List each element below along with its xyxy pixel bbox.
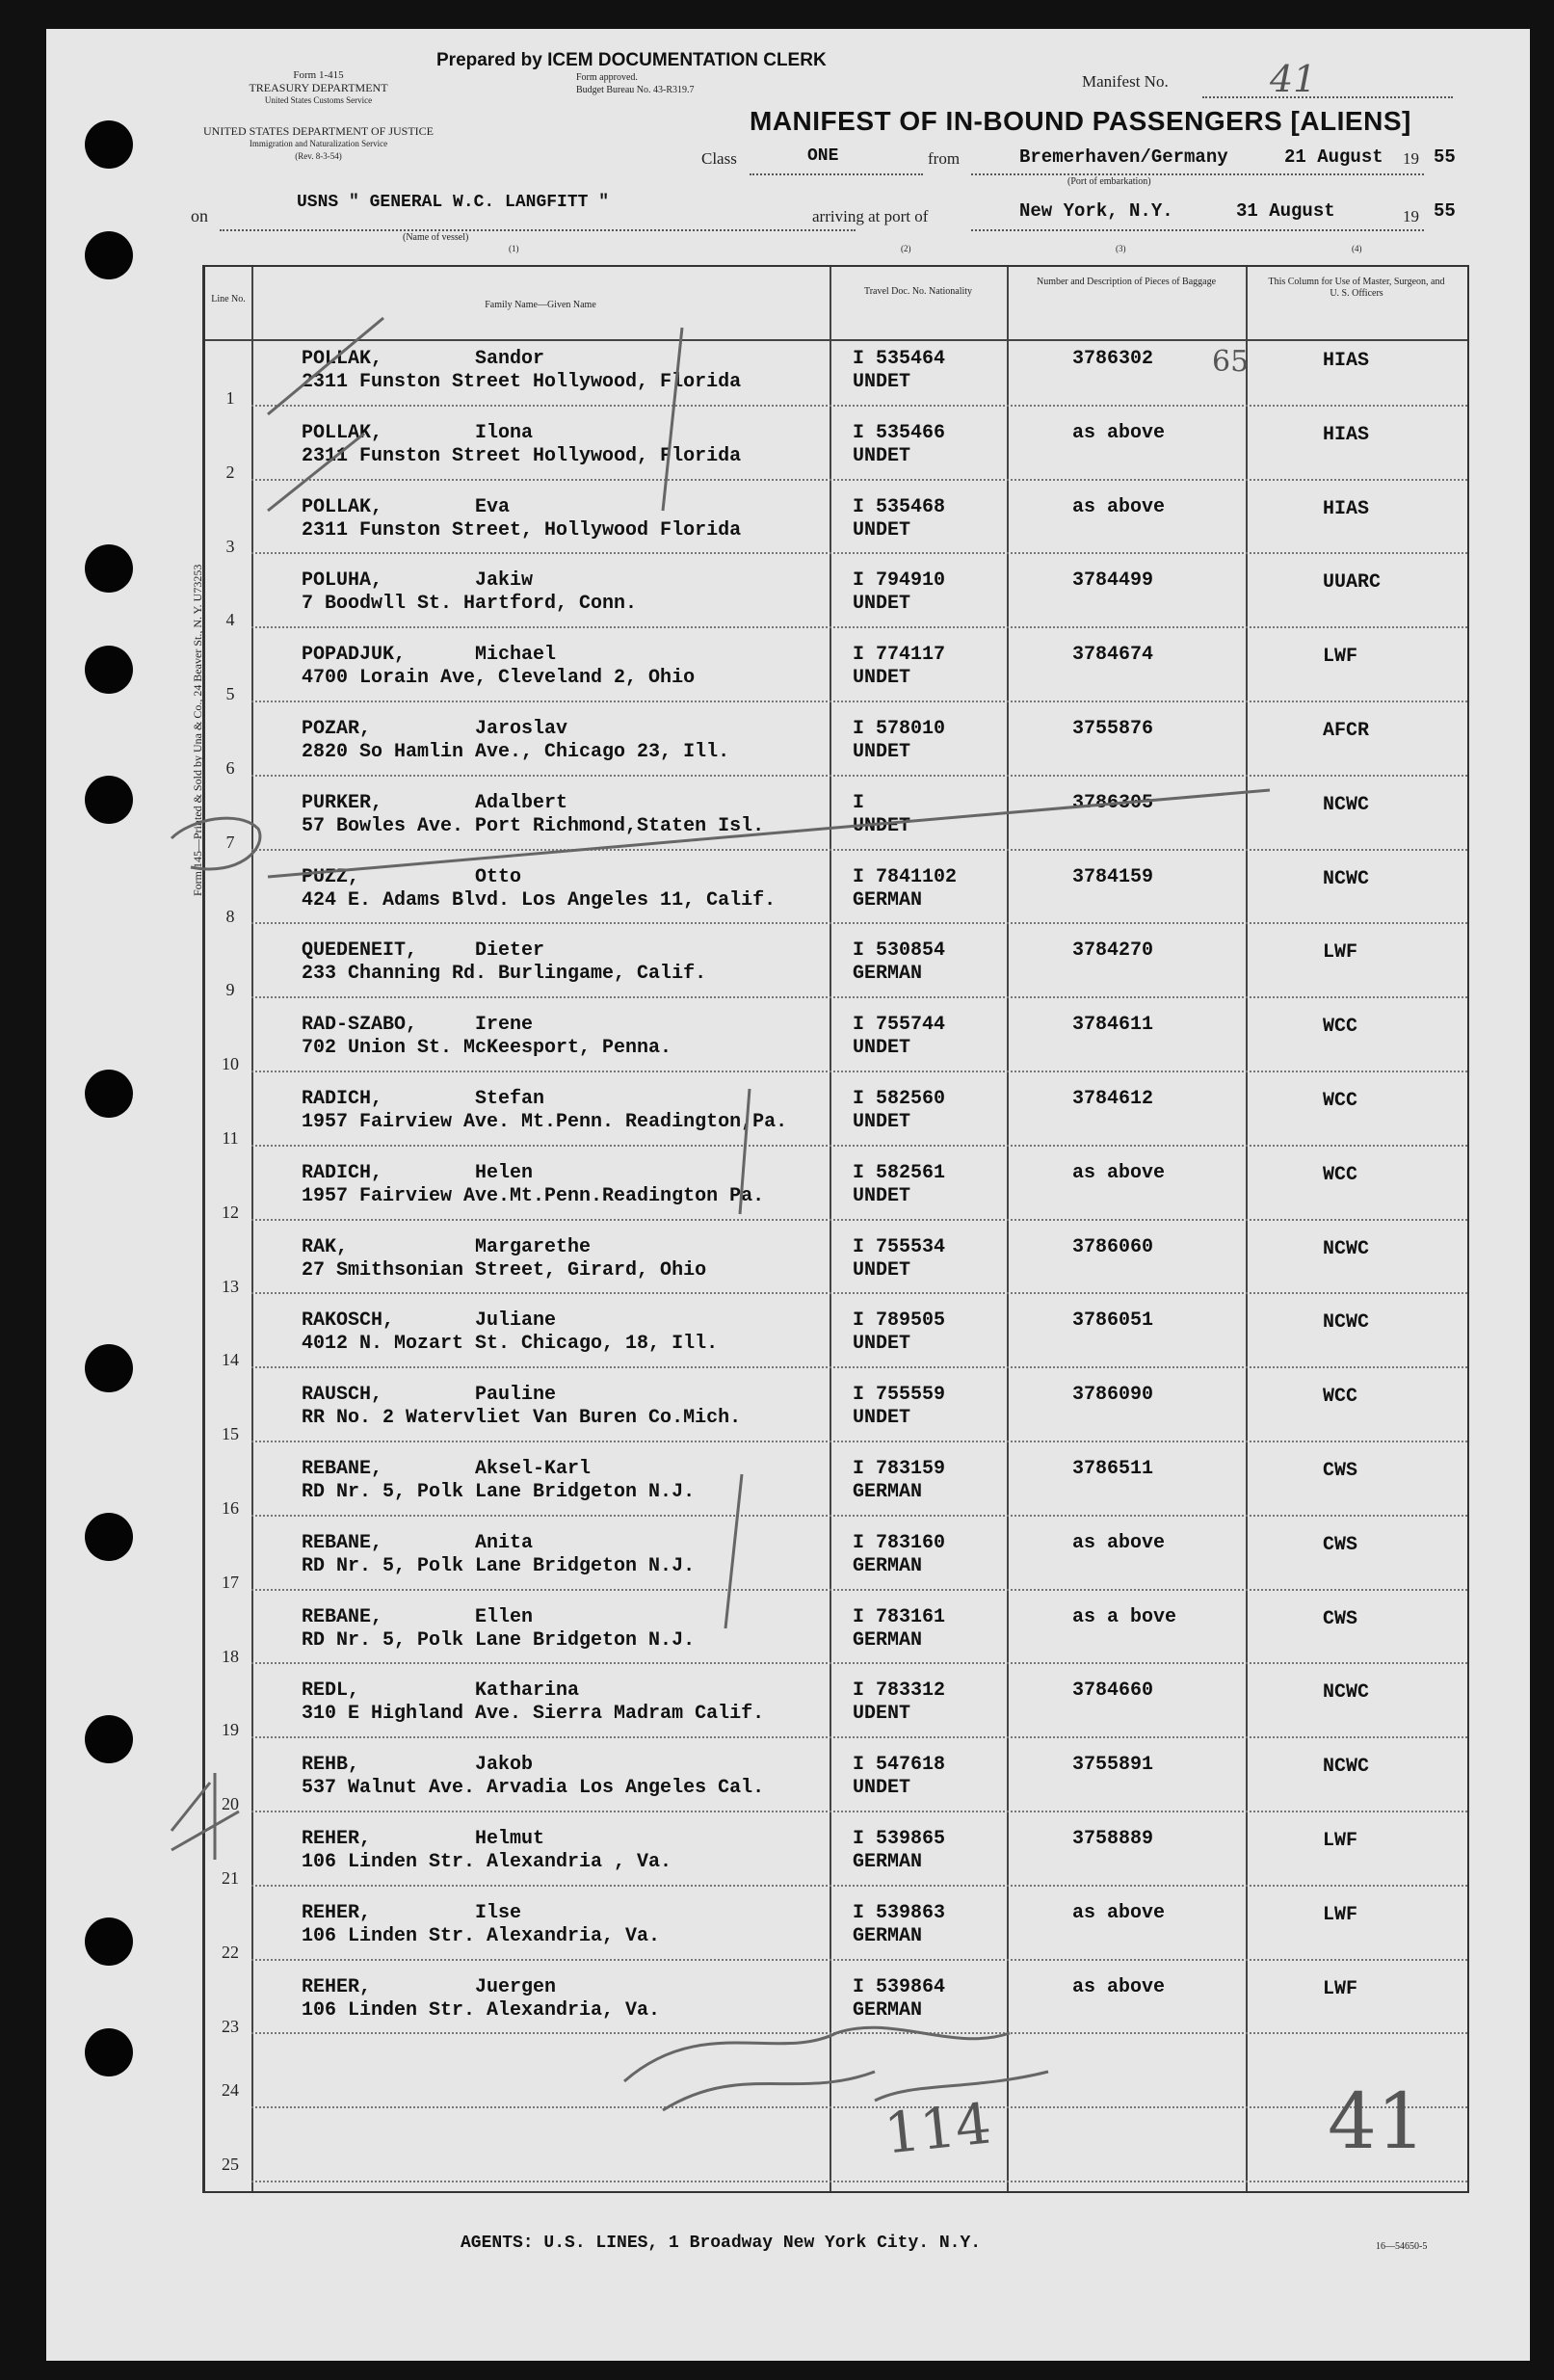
family-name: PURKER, xyxy=(302,791,383,814)
agency: WCC xyxy=(1323,1163,1358,1186)
class-value: ONE xyxy=(807,146,839,166)
travel-doc-number: I 535468 xyxy=(853,495,946,518)
baggage: as above xyxy=(1072,1161,1166,1184)
family-name: POLUHA, xyxy=(302,569,383,593)
address: 2311 Funston Street, Hollywood Florida xyxy=(302,518,742,542)
given-name: Helmut xyxy=(475,1828,545,1850)
line-number: 7 xyxy=(225,832,235,852)
col-header-officials: This Column for Use of Master, Surgeon, and U. S. Officers xyxy=(1268,277,1445,299)
line-number: 5 xyxy=(225,684,235,704)
nationality: UNDET xyxy=(853,1184,911,1207)
footer-form-code: 16—54650-5 xyxy=(1376,2241,1428,2252)
baggage: 3786051 xyxy=(1072,1309,1154,1333)
travel-doc-number: I 783312 xyxy=(853,1679,946,1703)
family-name: RAK, xyxy=(302,1235,349,1258)
baggage: 3784159 xyxy=(1072,865,1154,888)
line-number: 23 xyxy=(222,2016,239,2036)
address: RD Nr. 5, Polk Lane Bridgeton N.J. xyxy=(302,1554,696,1577)
address: 424 E. Adams Blvd. Los Angeles 11, Calif. xyxy=(302,888,777,912)
address: RD Nr. 5, Polk Lane Bridgeton N.J. xyxy=(302,1628,696,1652)
embarkation-caption: (Port of embarkation) xyxy=(1067,176,1151,187)
on-label: on xyxy=(191,206,208,225)
agency: HIAS xyxy=(1323,350,1370,372)
nationality: UNDET xyxy=(853,1111,911,1133)
given-name: Dieter xyxy=(475,939,545,963)
nationality: UNDET xyxy=(853,814,911,837)
family-name: RADICH, xyxy=(302,1088,383,1110)
address: 537 Walnut Ave. Arvadia Los Angeles Cal. xyxy=(302,1777,765,1800)
nationality: GERMAN xyxy=(853,963,923,986)
address: 57 Bowles Ave. Port Richmond,Staten Isl. xyxy=(302,814,765,837)
family-name: REHER, xyxy=(302,1975,372,1998)
nationality: UNDET xyxy=(853,444,911,467)
family-name: POLLAK, xyxy=(302,495,383,518)
line-number: 15 xyxy=(222,1424,239,1444)
family-name: RADICH, xyxy=(302,1161,383,1184)
line-number: 25 xyxy=(222,2155,239,2175)
baggage: 3786302 xyxy=(1072,348,1154,370)
given-name: Ilona xyxy=(475,421,534,444)
travel-doc-number: I 578010 xyxy=(853,718,946,740)
baggage: 3784611 xyxy=(1072,1014,1154,1037)
travel-doc-number: I 7841102 xyxy=(853,865,958,888)
line-number: 10 xyxy=(222,1054,239,1074)
baggage: as above xyxy=(1072,421,1166,444)
embarkation-date: 21 August xyxy=(1284,146,1383,168)
line-number: 9 xyxy=(225,980,235,1000)
vessel-caption: (Name of vessel) xyxy=(403,232,469,243)
arrival-year: 55 xyxy=(1434,200,1456,222)
agency: WCC xyxy=(1323,1090,1358,1112)
prepared-by: Prepared by ICEM DOCUMENTATION CLERK xyxy=(436,50,827,70)
agency: CWS xyxy=(1323,1533,1358,1556)
nationality: UNDET xyxy=(853,593,911,616)
col-header-name: Family Name—Given Name xyxy=(485,300,596,310)
agency: LWF xyxy=(1323,646,1358,669)
col-header-baggage: Number and Description of Pieces of Baggage xyxy=(1036,277,1217,287)
travel-doc-number: I 539864 xyxy=(853,1975,946,1998)
line-number: 18 xyxy=(222,1646,239,1666)
travel-doc-number: I 547618 xyxy=(853,1754,946,1777)
budget-bureau: Budget Bureau No. 43-R319.7 xyxy=(576,85,695,95)
family-name: POLLAK, xyxy=(302,348,383,370)
agency: CWS xyxy=(1323,1607,1358,1630)
baggage: as above xyxy=(1072,1975,1166,1998)
given-name: Sandor xyxy=(475,348,545,370)
immigration-service: Immigration and Naturalization Service xyxy=(249,139,388,148)
travel-doc-number: I 539863 xyxy=(853,1901,946,1924)
customs-service: United States Customs Service xyxy=(264,95,373,105)
line-number: 12 xyxy=(222,1202,239,1222)
address: 702 Union St. McKeesport, Penna. xyxy=(302,1037,672,1060)
line-number: 1 xyxy=(225,388,235,408)
agency: HIAS xyxy=(1323,423,1370,446)
address: 7 Boodwll St. Hartford, Conn. xyxy=(302,593,638,616)
given-name: Katharina xyxy=(475,1679,580,1703)
nationality: GERMAN xyxy=(853,888,923,912)
baggage: 3755876 xyxy=(1072,718,1154,740)
baggage: 3755891 xyxy=(1072,1754,1154,1777)
line-number: 11 xyxy=(222,1128,239,1148)
baggage: 3758889 xyxy=(1072,1828,1154,1850)
nationality: UDENT xyxy=(853,1703,911,1726)
agency: AFCR xyxy=(1323,720,1370,742)
justice-dept: UNITED STATES DEPARTMENT OF JUSTICE xyxy=(202,124,434,138)
address: 4700 Lorain Ave, Cleveland 2, Ohio xyxy=(302,667,696,690)
given-name: Anita xyxy=(475,1531,534,1554)
family-name: REBANE, xyxy=(302,1531,383,1554)
agency: NCWC xyxy=(1323,1237,1370,1260)
agency: LWF xyxy=(1323,941,1358,965)
given-name: Jakiw xyxy=(475,569,534,593)
address: 106 Linden Str. Alexandria , Va. xyxy=(302,1851,672,1873)
nationality: GERMAN xyxy=(853,1628,923,1652)
agency: HIAS xyxy=(1323,497,1370,520)
nationality: GERMAN xyxy=(853,1924,923,1947)
agency: WCC xyxy=(1323,1386,1358,1409)
line-number: 17 xyxy=(222,1572,239,1592)
agency: UUARC xyxy=(1323,571,1382,595)
family-name: REHER, xyxy=(302,1828,372,1850)
family-name: REDL, xyxy=(302,1679,360,1703)
address: 2820 So Hamlin Ave., Chicago 23, Ill. xyxy=(302,741,730,763)
address: 2311 Funston Street Hollywood, Florida xyxy=(302,444,742,467)
agency: LWF xyxy=(1323,1977,1358,2000)
nationality: GERMAN xyxy=(853,1554,923,1577)
col-header-line-no: Line No. xyxy=(211,294,246,304)
travel-doc-number: I 789505 xyxy=(853,1309,946,1333)
col-ref-1: (1) xyxy=(509,244,519,253)
printer-imprint: Form 145—Printed & Sold by Una & Co., 24 Beaver St., N. Y. U73253 xyxy=(191,564,204,896)
given-name: Irene xyxy=(475,1014,534,1037)
class-label: Class xyxy=(701,149,737,168)
address: RR No. 2 Watervliet Van Buren Co.Mich. xyxy=(302,1407,742,1430)
embarkation-year-prefix: 19 xyxy=(1403,149,1419,168)
baggage: as a bove xyxy=(1072,1605,1177,1628)
address: 233 Channing Rd. Burlingame, Calif. xyxy=(302,963,707,986)
given-name: Juliane xyxy=(475,1309,557,1333)
manifest-title: MANIFEST OF IN-BOUND PASSENGERS [ALIENS] xyxy=(750,106,1411,136)
baggage: 3784660 xyxy=(1072,1679,1154,1703)
nationality: UNDET xyxy=(853,741,911,763)
nationality: UNDET xyxy=(853,1333,911,1356)
baggage: 3784612 xyxy=(1072,1088,1154,1110)
given-name: Margarethe xyxy=(475,1235,592,1258)
col-ref-2: (2) xyxy=(901,244,911,253)
address: 4012 N. Mozart St. Chicago, 18, Ill. xyxy=(302,1333,719,1356)
family-name: RAD-SZABO, xyxy=(302,1014,418,1037)
address: 2311 Funston Street Hollywood, Florida xyxy=(302,371,742,393)
family-name: POZAR, xyxy=(302,718,372,740)
travel-doc-number: I 755559 xyxy=(853,1384,946,1407)
family-name: REHER, xyxy=(302,1901,372,1924)
line-number: 20 xyxy=(222,1794,239,1814)
travel-doc-number: I 755534 xyxy=(853,1235,946,1258)
travel-doc-number: I 794910 xyxy=(853,569,946,593)
given-name: Juergen xyxy=(475,1975,557,1998)
strikethrough-line xyxy=(268,790,1270,877)
given-name: Eva xyxy=(475,495,511,518)
handwritten-signature xyxy=(624,2027,1048,2110)
address: 106 Linden Str. Alexandria, Va. xyxy=(302,1924,661,1947)
agency: LWF xyxy=(1323,1830,1358,1852)
handwritten-marks xyxy=(46,29,1530,2361)
travel-doc-number: I 535466 xyxy=(853,421,946,444)
family-name: QUEDENEIT, xyxy=(302,939,418,963)
family-name: RAKOSCH, xyxy=(302,1309,395,1333)
travel-doc-number: I 539865 xyxy=(853,1828,946,1850)
baggage: as above xyxy=(1072,1531,1166,1554)
travel-doc-number: I 783161 xyxy=(853,1605,946,1628)
family-name: REBANE, xyxy=(302,1605,383,1628)
nationality: UNDET xyxy=(853,371,911,393)
agency: NCWC xyxy=(1323,1311,1370,1335)
nationality: GERMAN xyxy=(853,1998,923,2022)
line-number: 2 xyxy=(225,462,235,482)
travel-doc-number: I 582560 xyxy=(853,1088,946,1110)
handwritten-scribble xyxy=(171,1773,239,1860)
check-mark xyxy=(268,434,364,511)
address: 1957 Fairview Ave.Mt.Penn.Readington Pa. xyxy=(302,1184,765,1207)
tick-stroke xyxy=(725,1474,742,1628)
baggage: 3786090 xyxy=(1072,1384,1154,1407)
handwritten-note xyxy=(171,818,260,869)
baggage: 3784499 xyxy=(1072,569,1154,593)
travel-doc-number: I 535464 xyxy=(853,348,946,370)
embarkation-port: Bremerhaven/Germany xyxy=(1019,146,1228,168)
arrival-port: New York, N.Y. xyxy=(1019,200,1173,222)
col-header-travel-doc: Travel Doc. No. Nationality xyxy=(863,286,973,297)
line-number: 19 xyxy=(222,1720,239,1740)
manifest-number-label: Manifest No. xyxy=(1082,72,1169,91)
given-name: Adalbert xyxy=(475,791,568,814)
nationality: GERMAN xyxy=(853,1851,923,1873)
family-name: POLLAK, xyxy=(302,421,383,444)
family-name: PUZZ, xyxy=(302,865,360,888)
address: 1957 Fairview Ave. Mt.Penn. Readington,Pa. xyxy=(302,1111,788,1133)
baggage: 3786060 xyxy=(1072,1235,1154,1258)
family-name: POPADJUK, xyxy=(302,644,407,667)
travel-doc-number: I 755744 xyxy=(853,1014,946,1037)
baggage: as above xyxy=(1072,495,1166,518)
baggage: 3786305 xyxy=(1072,791,1154,814)
agency: NCWC xyxy=(1323,793,1370,816)
given-name: Jakob xyxy=(475,1754,534,1777)
manifest-number: 41 xyxy=(1270,58,1317,100)
agency: LWF xyxy=(1323,1903,1358,1926)
line-number: 3 xyxy=(225,536,235,556)
check-mark xyxy=(268,318,383,414)
family-name: REHB, xyxy=(302,1754,360,1777)
address: 106 Linden Str. Alexandria, Va. xyxy=(302,1998,661,2022)
baggage: as above xyxy=(1072,1901,1166,1924)
travel-doc-number: I 582561 xyxy=(853,1161,946,1184)
handwritten-total: 114 xyxy=(881,2090,994,2167)
given-name: Helen xyxy=(475,1161,534,1184)
nationality: UNDET xyxy=(853,1258,911,1282)
travel-doc-number: I 774117 xyxy=(853,644,946,667)
agency: NCWC xyxy=(1323,1681,1370,1705)
nationality: UNDET xyxy=(853,518,911,542)
agency: NCWC xyxy=(1323,867,1370,890)
given-name: Aksel-Karl xyxy=(475,1458,592,1480)
given-name: Pauline xyxy=(475,1384,557,1407)
travel-doc-number: I 783159 xyxy=(853,1458,946,1480)
nationality: UNDET xyxy=(853,1037,911,1060)
line-number: 14 xyxy=(222,1350,239,1370)
baggage: 3786511 xyxy=(1072,1458,1154,1480)
family-name: REBANE, xyxy=(302,1458,383,1480)
line-number: 24 xyxy=(222,2080,239,2101)
baggage: 3784270 xyxy=(1072,939,1154,963)
address: 310 E Highland Ave. Sierra Madram Calif. xyxy=(302,1703,765,1726)
family-name: RAUSCH, xyxy=(302,1384,383,1407)
given-name: Stefan xyxy=(475,1088,545,1110)
manifest-page xyxy=(46,29,1530,2361)
given-name: Michael xyxy=(475,644,557,667)
col-ref-4: (4) xyxy=(1352,244,1362,253)
footer-agents: AGENTS: U.S. LINES, 1 Broadway New York City. N.Y. xyxy=(461,2234,982,2253)
baggage: 3784674 xyxy=(1072,644,1154,667)
line-number: 22 xyxy=(222,1942,239,1962)
line-number: 13 xyxy=(222,1276,239,1296)
embarkation-year: 55 xyxy=(1434,146,1456,168)
tick-stroke xyxy=(740,1089,750,1214)
given-name: Otto xyxy=(475,865,522,888)
nationality: GERMAN xyxy=(853,1481,923,1503)
form-revision: (Rev. 8-3-54) xyxy=(295,151,342,161)
travel-doc-number: I xyxy=(853,791,865,814)
address: RD Nr. 5, Polk Lane Bridgeton N.J. xyxy=(302,1481,696,1503)
nationality: UNDET xyxy=(853,1777,911,1800)
agency: WCC xyxy=(1323,1016,1358,1039)
nationality: UNDET xyxy=(853,667,911,690)
given-name: Ellen xyxy=(475,1605,534,1628)
travel-doc-number: I 783160 xyxy=(853,1531,946,1554)
line-number: 4 xyxy=(225,610,235,630)
agency: NCWC xyxy=(1323,1756,1370,1779)
treasury-dept: TREASURY DEPARTMENT xyxy=(249,81,388,94)
tick-stroke xyxy=(663,328,682,511)
form-approved-text: Form approved. xyxy=(576,72,638,83)
line-number: 6 xyxy=(225,758,235,778)
arrival-year-prefix: 19 xyxy=(1403,207,1419,225)
agency: CWS xyxy=(1323,1460,1358,1482)
nationality: UNDET xyxy=(853,1407,911,1430)
baggage-handwritten-note: 65 xyxy=(1212,345,1250,379)
given-name: Jaroslav xyxy=(475,718,568,740)
handwritten-page-count: 41 xyxy=(1328,2076,1426,2166)
line-number: 16 xyxy=(222,1498,239,1518)
from-label: from xyxy=(928,149,961,168)
col-ref-3: (3) xyxy=(1116,244,1126,253)
form-number: Form 1-415 xyxy=(293,69,344,81)
arriving-label: arriving at port of xyxy=(812,207,929,225)
given-name: Ilse xyxy=(475,1901,522,1924)
arrival-date: 31 August xyxy=(1236,200,1335,222)
address: 27 Smithsonian Street, Girard, Ohio xyxy=(302,1258,707,1282)
line-number: 21 xyxy=(222,1868,239,1888)
vessel-name: USNS " GENERAL W.C. LANGFITT " xyxy=(297,193,610,212)
travel-doc-number: I 530854 xyxy=(853,939,946,963)
line-number: 8 xyxy=(225,906,235,926)
